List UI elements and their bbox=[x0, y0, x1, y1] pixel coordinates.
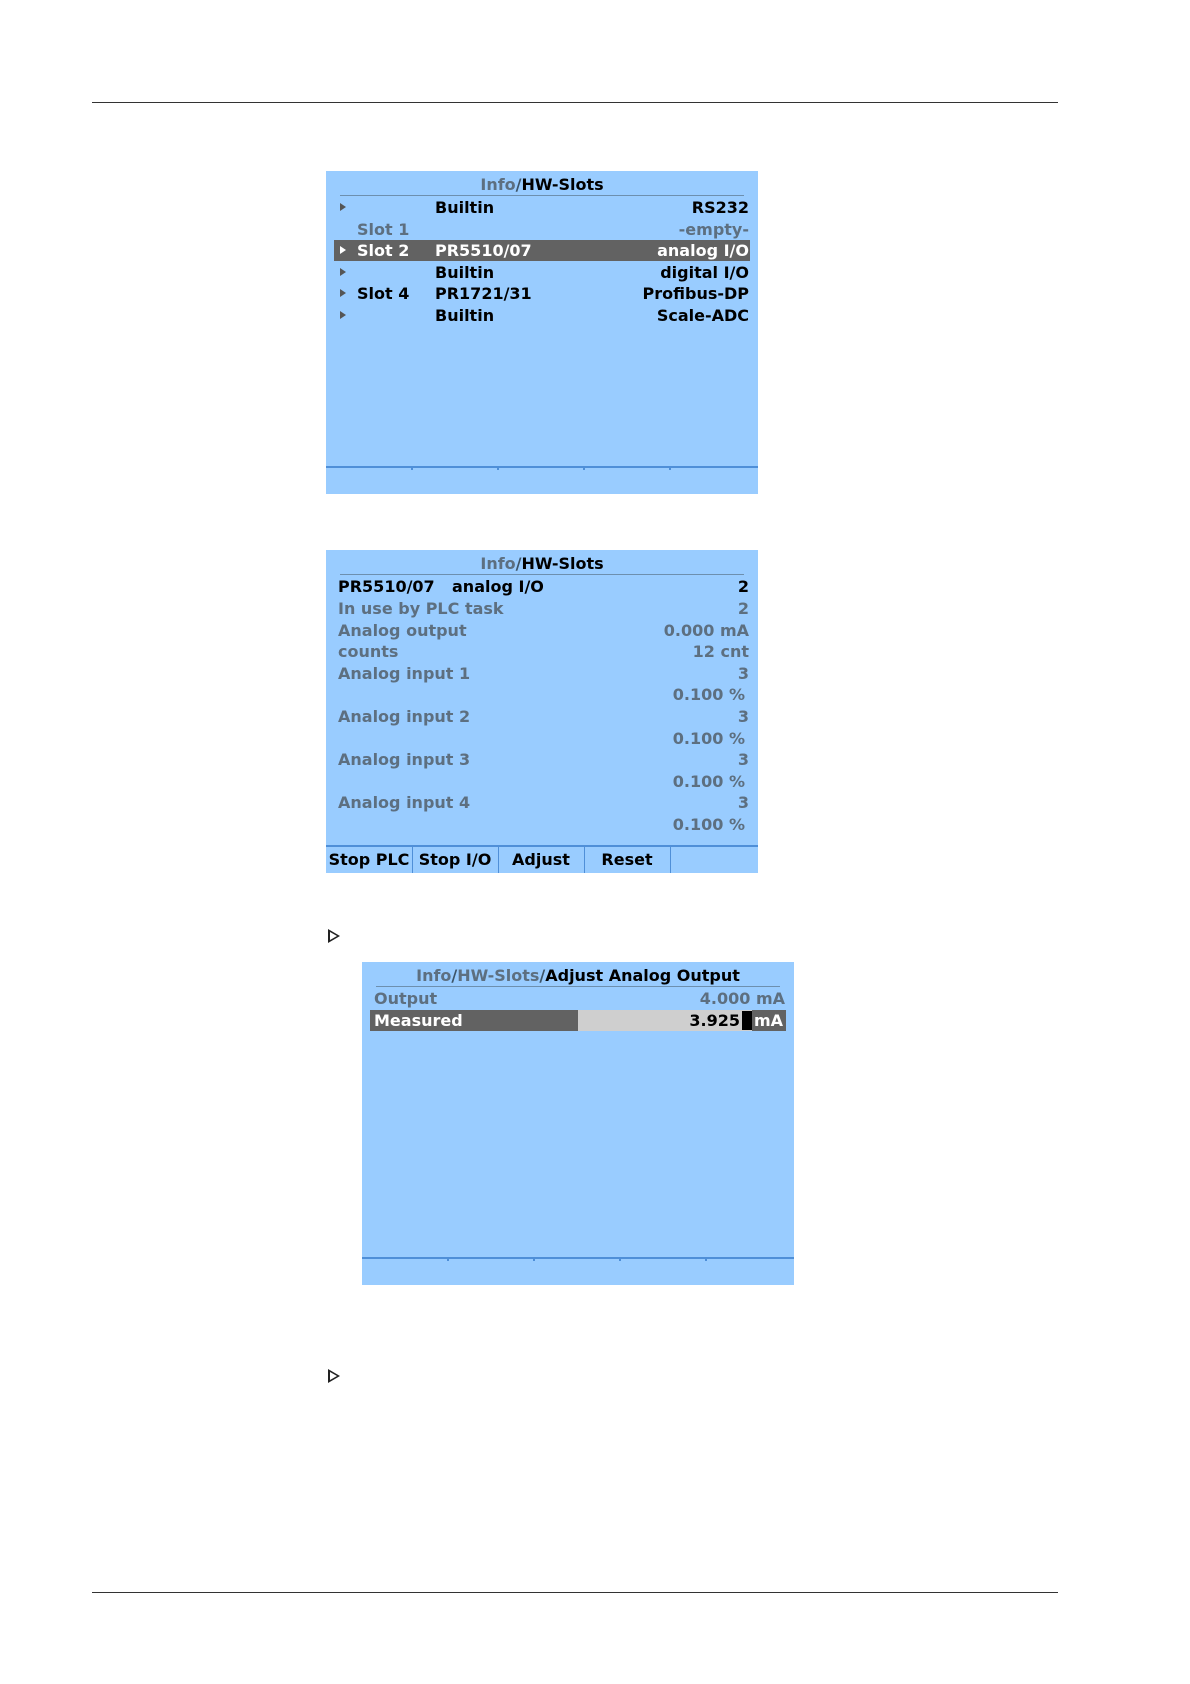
slot-label: Slot 4 bbox=[357, 284, 410, 304]
slot-detail-screen bbox=[326, 550, 758, 873]
breadcrumb-info[interactable]: Info bbox=[480, 175, 516, 194]
device-label: PR1721/31 bbox=[435, 284, 532, 304]
softkey-stop-plc[interactable]: Stop PLC bbox=[326, 847, 413, 873]
measured-unit: mA bbox=[753, 1011, 783, 1030]
expand-arrow-icon bbox=[340, 311, 346, 319]
breadcrumb: Info/HW-Slots bbox=[340, 175, 744, 196]
softkey-reset[interactable]: Reset bbox=[584, 847, 671, 873]
breadcrumb-info[interactable]: Info bbox=[480, 554, 516, 573]
type-label: digital I/O bbox=[660, 262, 749, 282]
slot-row[interactable] bbox=[334, 305, 750, 326]
detail-value: 3 bbox=[737, 750, 749, 770]
device-label: Builtin bbox=[435, 198, 495, 217]
detail-label: Analog input 3 bbox=[338, 750, 471, 770]
slot-label: Slot 1 bbox=[357, 219, 410, 239]
detail-row bbox=[338, 749, 750, 770]
detail-value: 0.100 % bbox=[672, 771, 745, 791]
breadcrumb-hw-slots[interactable]: HW-Slots bbox=[457, 966, 540, 985]
device-label: Builtin bbox=[435, 262, 495, 282]
softkey-stop-io[interactable]: Stop I/O bbox=[412, 847, 499, 873]
type-label: analog I/O bbox=[657, 241, 749, 261]
detail-value: 12 cnt bbox=[692, 642, 749, 662]
slot-row[interactable] bbox=[334, 283, 750, 304]
slot-label: Slot 2 bbox=[357, 241, 410, 261]
type-label: RS232 bbox=[691, 198, 749, 217]
detail-value: 3 bbox=[737, 793, 749, 813]
detail-label: counts bbox=[338, 642, 399, 662]
detail-row bbox=[338, 620, 750, 641]
detail-label: Analog input 2 bbox=[338, 707, 471, 726]
detail-value: 0.100 % bbox=[672, 815, 745, 834]
device-id: PR5510/07 bbox=[338, 577, 435, 596]
measured-label: Measured bbox=[374, 1011, 463, 1030]
detail-row bbox=[338, 641, 750, 662]
detail-value: 0.100 % bbox=[672, 728, 745, 748]
device-label: Builtin bbox=[435, 306, 495, 325]
detail-value: 0.100 % bbox=[672, 685, 745, 705]
detail-row bbox=[338, 792, 750, 813]
detail-value: 3 bbox=[737, 707, 749, 726]
slot-row[interactable] bbox=[334, 240, 750, 261]
measured-input[interactable] bbox=[578, 1010, 752, 1031]
slot-row bbox=[334, 219, 750, 240]
breadcrumb-hw-slots: HW-Slots bbox=[521, 175, 604, 194]
breadcrumb-adjust-analog-output: Adjust Analog Output bbox=[545, 966, 740, 985]
detail-value: 2 bbox=[737, 599, 749, 618]
step-arrow-icon bbox=[328, 1369, 340, 1383]
type-label: -empty- bbox=[678, 219, 749, 239]
type-label: Scale-ADC bbox=[656, 306, 749, 325]
expand-arrow-icon bbox=[340, 268, 346, 276]
expand-arrow-icon bbox=[340, 246, 346, 254]
detail-row bbox=[338, 663, 750, 684]
detail-value: 0.000 mA bbox=[663, 620, 749, 640]
softkey-bar bbox=[326, 845, 758, 873]
slot-row[interactable] bbox=[334, 262, 750, 283]
hw-slots-screen bbox=[326, 171, 758, 494]
breadcrumb-info[interactable]: Info bbox=[416, 966, 452, 985]
device-header-row bbox=[338, 576, 750, 597]
device-header-value: 2 bbox=[737, 577, 749, 596]
detail-label: In use by PLC task bbox=[338, 599, 504, 618]
device-label: PR5510/07 bbox=[435, 241, 532, 261]
header-rule bbox=[92, 102, 1058, 103]
adjust-analog-output-screen bbox=[362, 962, 794, 1285]
breadcrumb-hw-slots: HW-Slots bbox=[521, 554, 604, 573]
type-label: Profibus-DP bbox=[642, 284, 749, 304]
softkey-bar bbox=[326, 466, 758, 494]
device-type: analog I/O bbox=[452, 577, 544, 596]
detail-label: Analog output bbox=[338, 620, 467, 640]
detail-row bbox=[338, 771, 750, 792]
softkey-adjust[interactable]: Adjust bbox=[498, 847, 585, 873]
softkey-empty[interactable] bbox=[670, 847, 758, 873]
softkey-bar bbox=[362, 1257, 794, 1285]
expand-arrow-icon bbox=[340, 203, 346, 211]
detail-label: Analog input 4 bbox=[338, 793, 471, 813]
detail-row bbox=[338, 684, 750, 705]
detail-label: Analog input 1 bbox=[338, 663, 471, 683]
detail-row bbox=[338, 706, 750, 727]
text-cursor bbox=[742, 1011, 752, 1030]
expand-arrow-icon bbox=[340, 289, 346, 297]
detail-row bbox=[338, 598, 750, 619]
footer-rule bbox=[92, 1592, 1058, 1593]
detail-row bbox=[338, 728, 750, 749]
output-value: 4.000 mA bbox=[699, 989, 785, 1008]
measured-row[interactable] bbox=[370, 1010, 786, 1031]
step-arrow-icon bbox=[328, 929, 340, 943]
detail-value: 3 bbox=[737, 663, 749, 683]
breadcrumb: Info/HW-Slots bbox=[340, 554, 744, 575]
measured-value: 3.925 bbox=[689, 1011, 740, 1030]
breadcrumb: Info/HW-Slots/Adjust Analog Output bbox=[376, 966, 780, 987]
output-label: Output bbox=[374, 989, 438, 1008]
output-row bbox=[374, 988, 786, 1009]
slot-row[interactable] bbox=[334, 197, 750, 218]
detail-row bbox=[338, 814, 750, 835]
